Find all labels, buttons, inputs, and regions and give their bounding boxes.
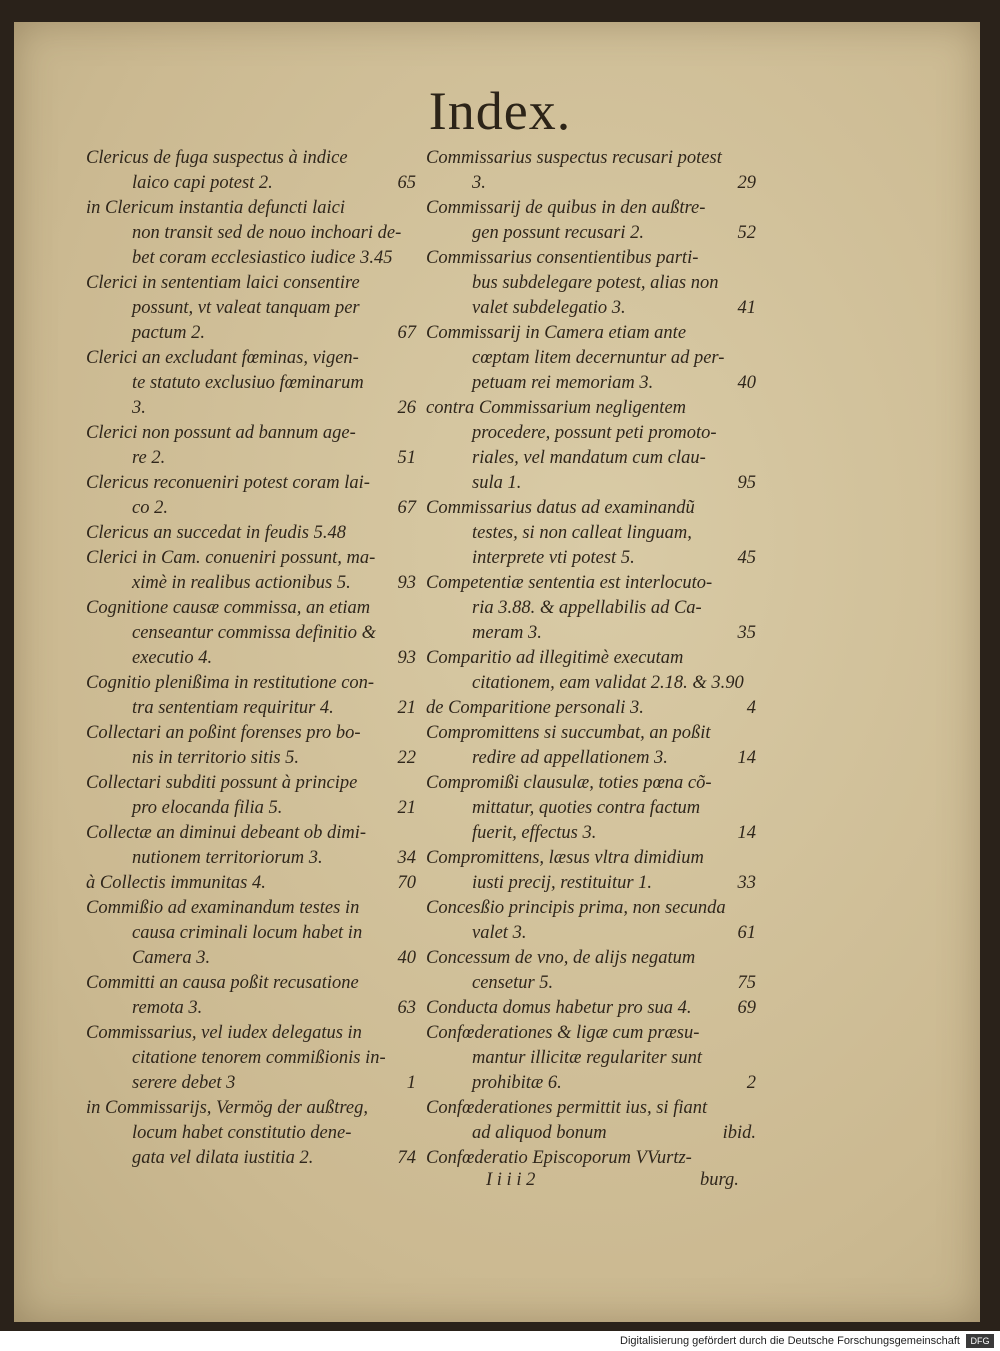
index-line [426, 671, 756, 696]
page-reference: 52 [737, 223, 756, 243]
index-line [86, 721, 416, 746]
page-reference: 93 [397, 648, 416, 668]
index-column-right [426, 146, 756, 1171]
index-entry-text: tra sententiam requiritur 4. [132, 698, 334, 718]
index-entry-text: laico capi potest 2. [132, 173, 273, 193]
index-line [426, 771, 756, 796]
index-line [426, 446, 756, 471]
index-line [426, 571, 756, 596]
index-entry-text: Cognitio plenißima in restitutione con- [86, 673, 375, 693]
index-entry-text: ximè in realibus actionibus 5. [132, 573, 351, 593]
page-reference: 29 [737, 173, 756, 193]
index-line [86, 1071, 416, 1096]
page-reference: 61 [737, 923, 756, 943]
index-line [426, 171, 756, 196]
page-reference: 2 [746, 1073, 756, 1093]
index-entry-text: 3. [132, 398, 146, 418]
index-line [426, 971, 756, 996]
page-reference: 35 [737, 623, 756, 643]
index-line [86, 646, 416, 671]
index-line [86, 1146, 416, 1171]
index-line [426, 796, 756, 821]
index-line [426, 321, 756, 346]
index-line [426, 146, 756, 171]
index-entry-text: Compromißi clausulæ, toties pœna cõ- [426, 773, 712, 793]
index-line [426, 921, 756, 946]
index-entry-text: nis in territorio sitis 5. [132, 748, 300, 768]
index-line [426, 346, 756, 371]
index-line [426, 846, 756, 871]
index-entry-text: 3. [472, 173, 486, 193]
index-entry-text: Commissarij in Camera etiam ante [426, 323, 687, 343]
index-line [86, 921, 416, 946]
page-reference: 67 [397, 498, 416, 518]
index-line [426, 246, 756, 271]
index-entry-text: censetur 5. [472, 973, 554, 993]
index-line [86, 771, 416, 796]
page-reference: 21 [397, 798, 416, 818]
index-entry-text: Clericus an succedat in feudis 5.48 [86, 523, 346, 543]
index-entry-text: Compromittens, læsus vltra dimidium [426, 848, 704, 868]
page-reference: 33 [737, 873, 756, 893]
index-line [86, 1046, 416, 1071]
index-line [86, 546, 416, 571]
index-line [86, 796, 416, 821]
index-entry-text: interprete vti potest 5. [472, 548, 635, 568]
index-line [86, 296, 416, 321]
index-line [426, 721, 756, 746]
index-line [426, 821, 756, 846]
index-entry-text: Commissarij de quibus in den außtre- [426, 198, 706, 218]
index-entry-text: Collectæ an diminui debeant ob dimi- [86, 823, 367, 843]
index-entry-text: à Collectis immunitas 4. [86, 873, 266, 893]
index-line [86, 321, 416, 346]
index-line [86, 846, 416, 871]
index-entry-text: gata vel dilata iustitia 2. [132, 1148, 314, 1168]
index-line [86, 371, 416, 396]
index-line [426, 471, 756, 496]
page-reference: 70 [397, 873, 416, 893]
index-entry-text: Commissarius datus ad examinandũ [426, 498, 695, 518]
index-entry-text: nutionem territoriorum 3. [132, 848, 323, 868]
index-entry-text: Commissarius consentientibus parti- [426, 248, 699, 268]
signature-mark: I i i i 2 [486, 1170, 536, 1190]
index-entry-text: Committi an causa poßit recusatione [86, 973, 359, 993]
index-line [426, 1146, 756, 1171]
index-line [426, 196, 756, 221]
index-entry-text: Cognitione causæ commissa, an etiam [86, 598, 371, 618]
index-entry-text: possunt, vt valeat tanquam per [132, 298, 360, 318]
index-line [426, 546, 756, 571]
page-reference: 14 [737, 748, 756, 768]
page-title: Index. [428, 81, 572, 141]
index-line [426, 646, 756, 671]
index-entry-text: Comparitio ad illegitimè executam [426, 648, 684, 668]
page-reference: 67 [397, 323, 416, 343]
index-entry-text: remota 3. [132, 998, 203, 1018]
index-line [86, 1121, 416, 1146]
index-entry-text: citatione tenorem commißionis in- [132, 1048, 386, 1068]
index-line [86, 946, 416, 971]
index-line [86, 196, 416, 221]
index-entry-text: Clerici non possunt ad bannum age- [86, 423, 356, 443]
index-line [86, 671, 416, 696]
index-entry-text: te statuto exclusiuo fœminarum [132, 373, 364, 393]
index-line [86, 521, 416, 546]
index-entry-text: in Clericum instantia defuncti laici [86, 198, 345, 218]
index-line [426, 1071, 756, 1096]
index-entry-text: Concessum de vno, de alijs negatum [426, 948, 696, 968]
index-line [86, 596, 416, 621]
index-entry-text: contra Commissarium negligentem [426, 398, 687, 418]
index-line [86, 471, 416, 496]
page-reference: 40 [397, 948, 416, 968]
page-reference: 26 [397, 398, 416, 418]
index-line [86, 271, 416, 296]
index-line [86, 396, 416, 421]
index-line [86, 446, 416, 471]
index-entry-text: non transit sed de nouo inchoari de- [132, 223, 402, 243]
index-line [86, 896, 416, 921]
index-entry-text: Commissarius suspectus recusari potest [426, 148, 722, 168]
page-reference: 40 [737, 373, 756, 393]
catchword: burg. [700, 1170, 739, 1190]
index-entry-text: mantur illicitæ regulariter sunt [472, 1048, 703, 1068]
funding-credit: Digitalisierung gefördert durch die Deutsche Forschungsgemeinschaft [620, 1335, 960, 1347]
index-line [86, 871, 416, 896]
page-reference: 34 [397, 848, 416, 868]
index-entry-text: petuam rei memoriam 3. [472, 373, 654, 393]
index-line [426, 296, 756, 321]
page-reference: ibid. [722, 1123, 756, 1143]
index-entry-text: Conducta domus habetur pro sua 4. [426, 998, 692, 1018]
index-entry-text: testes, si non calleat linguam, [472, 523, 692, 543]
index-line [426, 871, 756, 896]
dfg-logo: DFG [966, 1334, 994, 1348]
index-line [86, 971, 416, 996]
index-entry-text: gen possunt recusari 2. [472, 223, 644, 243]
index-entry-text: censeantur commissa definitio & [132, 623, 377, 643]
index-entry-text: Collectari subditi possunt à principe [86, 773, 358, 793]
page-reference: 74 [397, 1148, 416, 1168]
index-entry-text: Collectari an poßint forenses pro bo- [86, 723, 361, 743]
index-line [426, 946, 756, 971]
index-entry-text: valet subdelegatio 3. [472, 298, 626, 318]
index-line [86, 421, 416, 446]
index-entry-text: Clericus reconueniri potest coram lai- [86, 473, 370, 493]
index-entry-text: valet 3. [472, 923, 527, 943]
index-line [426, 621, 756, 646]
index-entry-text: de Comparitione personali 3. [426, 698, 644, 718]
index-entry-text: meram 3. [472, 623, 542, 643]
index-entry-text: Clericus de fuga suspectus à indice [86, 148, 348, 168]
page-reference: 14 [737, 823, 756, 843]
index-line [86, 346, 416, 371]
index-entry-text: riales, vel mandatum cum clau- [472, 448, 706, 468]
index-entry-text: procedere, possunt peti promoto- [472, 423, 717, 443]
page-reference: 41 [737, 298, 756, 318]
page-reference: 63 [397, 998, 416, 1018]
index-column-left [86, 146, 416, 1171]
index-line [426, 496, 756, 521]
index-entry-text: citationem, eam validat 2.18. & 3.90 [472, 673, 744, 693]
index-line [426, 396, 756, 421]
page-reference: 1 [406, 1073, 416, 1093]
index-entry-text: pactum 2. [132, 323, 205, 343]
index-line [86, 1021, 416, 1046]
index-line [86, 696, 416, 721]
index-entry-text: cœptam litem decernuntur ad per- [472, 348, 725, 368]
index-line [426, 421, 756, 446]
index-line [426, 1096, 756, 1121]
index-entry-text: in Commissarijs, Vermög der außtreg, [86, 1098, 368, 1118]
index-line [86, 571, 416, 596]
index-entry-text: ad aliquod bonum [472, 1123, 607, 1143]
index-line [86, 821, 416, 846]
page-reference: 22 [397, 748, 416, 768]
index-entry-text: Clerici an excludant fœminas, vigen- [86, 348, 359, 368]
index-entry-text: redire ad appellationem 3. [472, 748, 668, 768]
index-line [86, 746, 416, 771]
index-line [426, 1021, 756, 1046]
index-line [426, 221, 756, 246]
index-line [86, 496, 416, 521]
index-entry-text: fuerit, effectus 3. [472, 823, 597, 843]
index-line [426, 996, 756, 1021]
index-line [86, 221, 416, 246]
index-line [426, 1121, 756, 1146]
index-line [426, 746, 756, 771]
index-line [86, 621, 416, 646]
index-line [426, 521, 756, 546]
index-entry-text: mittatur, quoties contra factum [472, 798, 701, 818]
index-line [426, 371, 756, 396]
index-entry-text: re 2. [132, 448, 166, 468]
index-line [86, 146, 416, 171]
page-reference: 93 [397, 573, 416, 593]
index-entry-text: serere debet 3 [132, 1073, 236, 1093]
index-entry-text: executio 4. [132, 648, 213, 668]
index-entry-text: bet coram ecclesiastico iudice 3.45 [132, 248, 393, 268]
page-reference: 75 [737, 973, 756, 993]
index-entry-text: Clerici in Cam. conueniri possunt, ma- [86, 548, 376, 568]
index-entry-text: pro elocanda filia 5. [132, 798, 283, 818]
page-reference: 21 [397, 698, 416, 718]
index-entry-text: iusti precij, restituitur 1. [472, 873, 653, 893]
index-entry-text: Commissarius, vel iudex delegatus in [86, 1023, 362, 1043]
index-entry-text: locum habet constitutio dene- [132, 1123, 352, 1143]
index-entry-text: co 2. [132, 498, 168, 518]
index-entry-text: ria 3.88. & appellabilis ad Ca- [472, 598, 702, 618]
page-reference: 51 [397, 448, 416, 468]
page-reference: 65 [397, 173, 416, 193]
index-line [426, 896, 756, 921]
index-entry-text: Competentiæ sententia est interlocuto- [426, 573, 713, 593]
page-reference: 45 [737, 548, 756, 568]
index-line [426, 696, 756, 721]
index-entry-text: prohibitæ 6. [472, 1073, 562, 1093]
index-entry-text: Confœderatio Episcoporum VVurtz- [426, 1148, 692, 1168]
index-entry-text: causa criminali locum habet in [132, 923, 363, 943]
index-line [86, 996, 416, 1021]
index-entry-text: Compromittens si succumbat, an poßit [426, 723, 711, 743]
index-line [86, 1096, 416, 1121]
index-entry-text: Confœderationes & ligæ cum præsu- [426, 1023, 700, 1043]
index-line [426, 271, 756, 296]
index-line [426, 1046, 756, 1071]
page-reference: 95 [737, 473, 756, 493]
index-entry-text: Concesßio principis prima, non secunda [426, 898, 726, 918]
index-line [426, 596, 756, 621]
index-entry-text: Clerici in sententiam laici consentire [86, 273, 360, 293]
index-entry-text: Confœderationes permittit ius, si fiant [426, 1098, 708, 1118]
page-reference: 4 [746, 698, 756, 718]
index-entry-text: Camera 3. [132, 948, 211, 968]
index-entry-text: Commißio ad examinandum testes in [86, 898, 360, 918]
index-entry-text: sula 1. [472, 473, 522, 493]
index-entry-text: bus subdelegare potest, alias non [472, 273, 719, 293]
index-line [86, 171, 416, 196]
page-reference: 69 [737, 998, 756, 1018]
index-line [86, 246, 416, 271]
